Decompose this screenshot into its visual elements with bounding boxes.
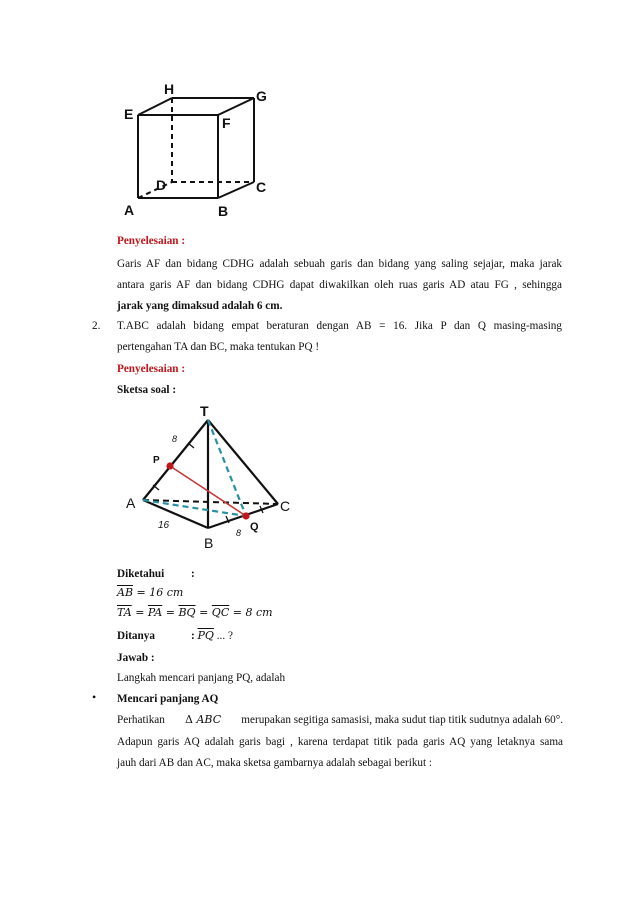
cube-edge-eh xyxy=(138,98,172,115)
solution-heading-2: Penyelesaian : xyxy=(117,363,186,375)
cube-label-a: A xyxy=(124,202,135,218)
tetrahedron-figure xyxy=(120,402,300,552)
eq-sign-1: = xyxy=(135,606,145,619)
cube-edge-fg xyxy=(218,98,254,115)
tetra-label-q: Q xyxy=(250,521,259,533)
segment-ab: $\overline{AB}$ xyxy=(117,586,134,599)
bullet-line-1-pre: Perhatikan xyxy=(117,714,165,726)
segment-bq: $\overline{BQ}$ xyxy=(178,606,196,619)
bullet-line-1 xyxy=(117,712,563,728)
bullet-line-3: jauh dari AB dan AC, maka sketsa gambarnya adalah sebagai berikut : xyxy=(117,757,433,769)
cube-label-f: F xyxy=(222,115,231,131)
solution-heading-1: Penyelesaian : xyxy=(117,235,186,247)
tetra-measure-ta: 8 xyxy=(172,434,178,444)
tetra-label-t: T xyxy=(200,403,209,419)
bullet-line-1-post: merupakan segitiga samasisi, maka sudut tiap titik sudutnya adalah 60°. xyxy=(241,714,563,726)
cube-figure xyxy=(118,80,278,220)
cube-label-c: C xyxy=(256,179,267,195)
cube-label-h: H xyxy=(164,81,175,97)
tetra-label-a: A xyxy=(126,495,136,511)
segment-pq: $\overline{PQ}$ xyxy=(197,629,214,642)
cube-label-g: G xyxy=(256,88,267,104)
cube-edge-bc xyxy=(218,182,254,198)
cube-label-e: E xyxy=(124,106,134,122)
segment-qc: $\overline{QC}$ xyxy=(211,606,230,619)
point-p xyxy=(166,462,173,469)
tetra-measure-ab: 16 xyxy=(158,520,170,531)
segment-pa: $\overline{PA}$ xyxy=(147,606,163,619)
given-label: Diketahui xyxy=(117,568,165,580)
given-ab-value: = 16 cm xyxy=(136,586,184,599)
answer-label: Jawab : xyxy=(117,652,155,664)
asked-colon: : xyxy=(191,630,195,642)
solution-1-line-2: antara garis AF dan bidang CDHG dapat diwakilkan oleh ruas garis AD atau FG , sehingga xyxy=(117,279,562,291)
asked-tail: ... ? xyxy=(216,630,233,642)
eq-sign-2: = xyxy=(165,606,175,619)
cube-edge-ad xyxy=(138,182,172,198)
problem-2-number: 2. xyxy=(92,320,101,332)
cube-label-d: D xyxy=(156,177,167,193)
eq-sign-3: = xyxy=(199,606,209,619)
tetra-edge-tc xyxy=(208,420,278,504)
asked-expression xyxy=(191,628,233,644)
answer-line-1: Langkah mencari panjang PQ, adalah xyxy=(117,672,286,684)
solution-1-line-1: Garis AF dan bidang CDHG adalah sebuah garis dan bidang yang saling sejajar, maka jarak xyxy=(117,258,562,270)
cube-label-b: B xyxy=(218,203,229,219)
tetra-measure-bq: 8 xyxy=(236,528,242,538)
sketch-label: Sketsa soal : xyxy=(117,384,177,396)
given-segments-equation xyxy=(117,606,273,619)
point-q xyxy=(242,512,249,519)
tetra-label-b: B xyxy=(204,535,214,551)
solution-1-conclusion: jarak yang dimaksud adalah 6 cm. xyxy=(117,300,283,312)
given-colon: : xyxy=(191,568,195,580)
problem-2-line-2: pertengahan TA dan BC, maka tentukan PQ ! xyxy=(117,341,320,353)
bullet-symbol: • xyxy=(92,690,97,704)
triangle-symbol: Δ xyxy=(185,713,193,726)
bullet-title: Mencari panjang AQ xyxy=(117,693,219,705)
tetra-label-c: C xyxy=(280,498,291,514)
given-ab-equation xyxy=(117,586,183,599)
segment-ta: $\overline{TA}$ xyxy=(117,606,132,619)
triangle-name: ABC xyxy=(196,713,222,726)
bullet-line-2: Adapun garis AQ adalah garis bagi , karena terdapat titik pada garis AQ yang letaknya sama xyxy=(117,736,563,748)
asked-label: Ditanya xyxy=(117,630,155,642)
tick-tp xyxy=(188,443,194,448)
problem-2-line-1: T.ABC adalah bidang empat beraturan dengan AB = 16. Jika P dan Q masing-masing xyxy=(117,320,562,332)
tetra-label-p: P xyxy=(153,455,160,466)
given-segments-value: = 8 cm xyxy=(232,606,273,619)
triangle-abc xyxy=(185,712,221,728)
